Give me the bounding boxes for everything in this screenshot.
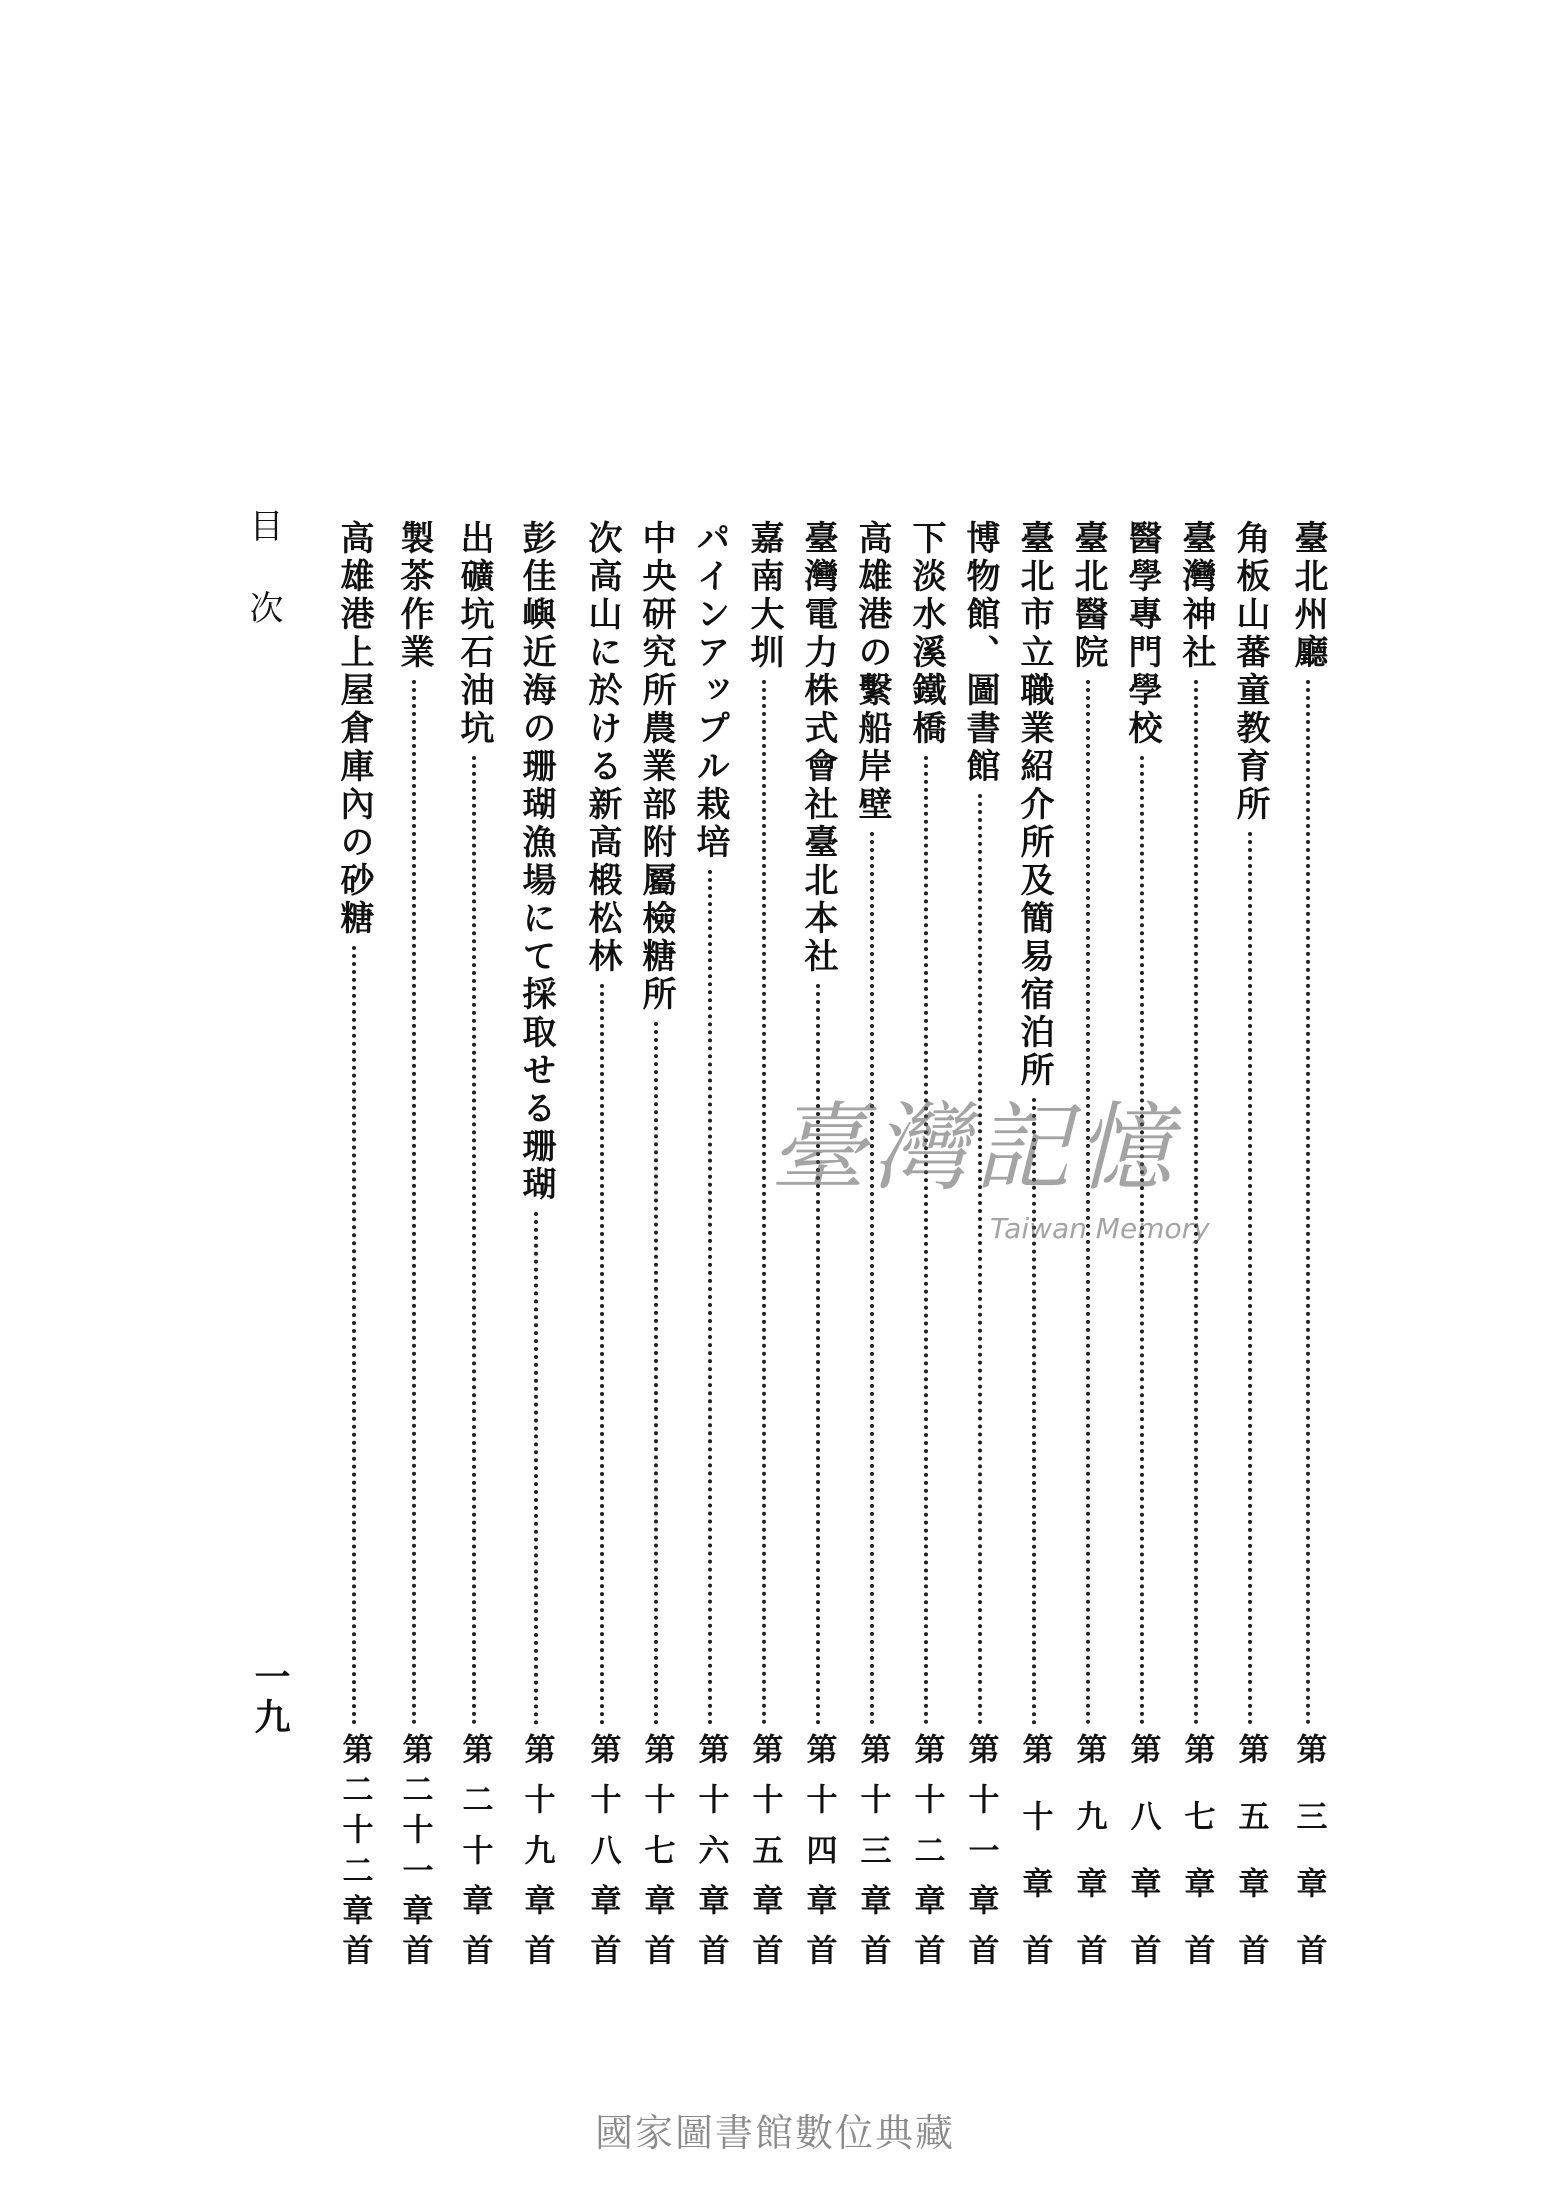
toc-entry: [513, 520, 559, 1965]
toc-leader-dots: [600, 984, 604, 1725]
toc-leader-dots: [708, 870, 712, 1725]
toc-entry-title: 醫學專門學校: [1122, 520, 1162, 748]
toc-leader-dots: [870, 832, 874, 1725]
toc-entry-title: 臺灣神社: [1176, 520, 1216, 672]
toc-entry-ref: 第 十 三 章 首: [854, 1733, 891, 1965]
toc-entry-title: 下淡水溪鐵橋: [906, 520, 946, 748]
toc-leader-dots: [534, 1212, 538, 1725]
toc-entry-title: 臺北市立職業紹介所及簡易宿泊所: [1014, 520, 1054, 1090]
toc-leader-dots: [472, 756, 476, 1725]
toc-leader-dots: [1248, 832, 1252, 1725]
toc-entry-title: 博物館、圖書館: [960, 520, 1000, 786]
toc-entry-ref: 第 二 十 二 章 首: [336, 1733, 373, 1965]
toc-entry-ref: 第 九 章 首: [1070, 1733, 1107, 1965]
toc-entry: [391, 520, 437, 1965]
toc-leader-dots: [1306, 680, 1310, 1725]
watermark-sub-text: Taiwan Memory: [990, 1212, 1210, 1245]
toc-entry-ref: 第 十 九 章 首: [518, 1733, 555, 1965]
toc-leader-dots: [762, 680, 766, 1725]
toc-entry-title: 彭佳嶼近海の珊瑚漁場にて採取せる珊瑚: [516, 520, 556, 1204]
watermark-logo: [770, 1092, 1240, 1260]
toc-entry-title: 嘉南大圳: [744, 520, 784, 672]
toc-entry-ref: 第 三 章 首: [1290, 1733, 1327, 1965]
page-number: 一九: [249, 1658, 291, 1738]
toc-entry-ref: 第 二 十 一 章 首: [396, 1733, 433, 1965]
toc-entry-ref: 第 二 十 章 首: [456, 1733, 493, 1965]
toc-entry-ref: 第 十 八 章 首: [584, 1733, 621, 1965]
toc-entry: [579, 520, 625, 1965]
toc-entry: [331, 520, 377, 1965]
toc-entry-title: 次高山に於ける新高椴松林: [582, 520, 622, 976]
toc-entry-ref: 第 十 二 章 首: [908, 1733, 945, 1965]
footer-attribution: 國家圖書館數位典藏: [594, 2111, 955, 2155]
toc-leader-dots: [352, 946, 356, 1725]
toc-entry-title: 臺北州廳: [1288, 520, 1328, 672]
toc-entry: [1285, 520, 1331, 1965]
toc-entry-ref: 第 十 章 首: [1016, 1733, 1053, 1965]
toc-entry: [451, 520, 497, 1965]
toc-entry-ref: 第 五 章 首: [1232, 1733, 1269, 1965]
toc-entry-title: パインアップル栽培: [690, 520, 730, 862]
toc-entry-ref: 第 十 七 章 首: [638, 1733, 675, 1965]
running-head: 目次: [243, 508, 283, 672]
toc-entry-title: 製茶作業: [394, 520, 434, 672]
toc-entry-title: 高雄港上屋倉庫內の砂糖: [334, 520, 374, 938]
toc-entry-title: 高雄港の繫船岸壁: [852, 520, 892, 824]
toc-entry-title: 臺灣電力株式會社臺北本社: [798, 520, 838, 976]
toc-entry-ref: 第 七 章 首: [1178, 1733, 1215, 1965]
toc-entry-title: 臺北醫院: [1068, 520, 1108, 672]
toc-entry-ref: 第 十 四 章 首: [800, 1733, 837, 1965]
toc-leader-dots: [412, 680, 416, 1725]
watermark-main-text: 臺灣記憶: [770, 1092, 1178, 1204]
toc-leader-dots: [654, 1022, 658, 1725]
toc-entry-title: 中央研究所農業部附屬檢糖所: [636, 520, 676, 1014]
toc-entry-title: 出礦坑石油坑: [454, 520, 494, 748]
toc-entry-ref: 第 十 一 章 首: [962, 1733, 999, 1965]
toc-entry-ref: 第 十 六 章 首: [692, 1733, 729, 1965]
toc-entry-ref: 第 八 章 首: [1124, 1733, 1161, 1965]
toc-entry-ref: 第 十 五 章 首: [746, 1733, 783, 1965]
toc-entry-title: 角板山蕃童教育所: [1230, 520, 1270, 824]
toc-entry: [633, 520, 679, 1965]
toc-entry: [687, 520, 733, 1965]
